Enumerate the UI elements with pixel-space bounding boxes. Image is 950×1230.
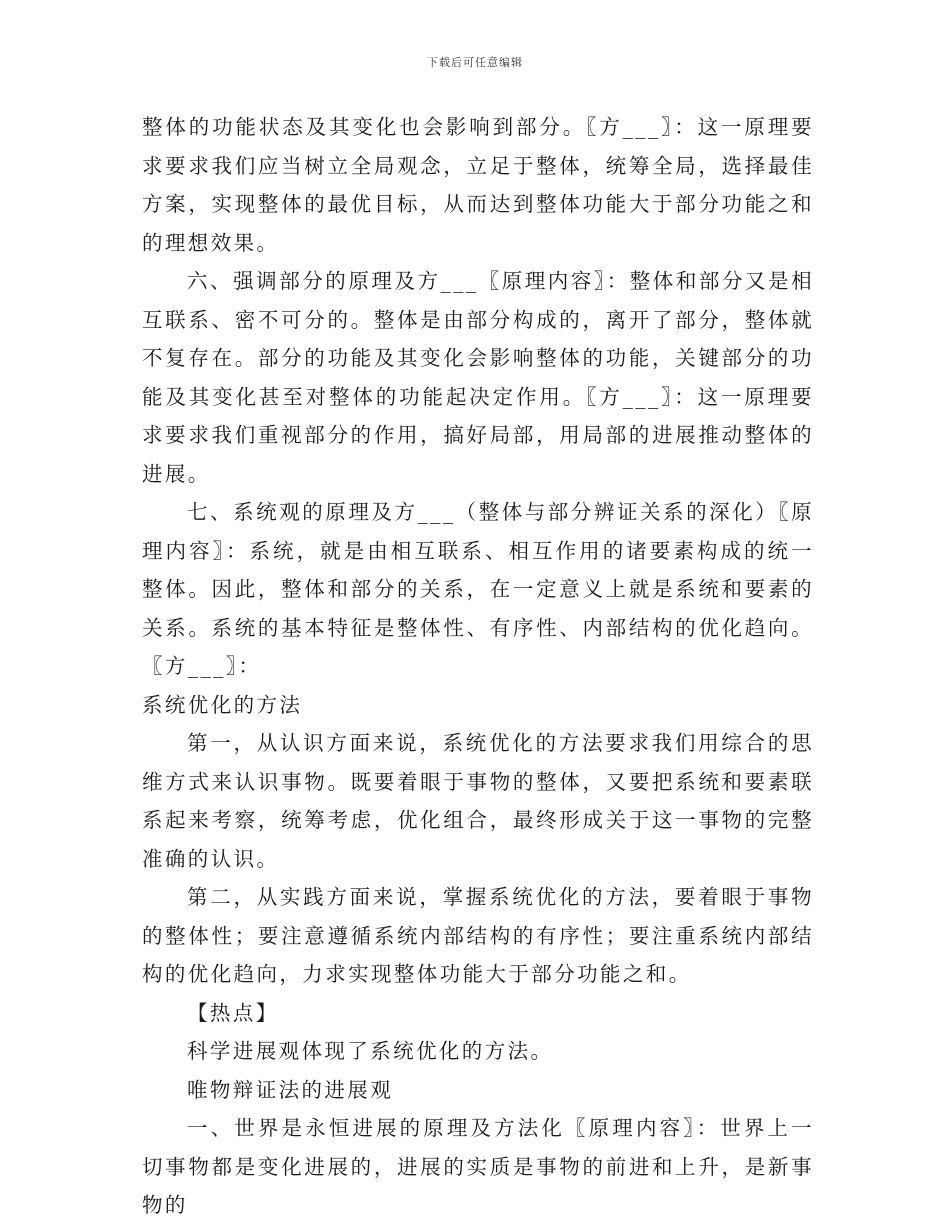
paragraph-2: 六、强调部分的原理及方___〖原理内容〗：整体和部分又是相互联系、密不可分的。整体是由部分构成的，离开了部分，整体就不复存在。部分的功能及其变化会影响整体的功能，关键部分的功能及其变化甚至对整体的功能起决定作用。〖方___〗：这一原理要求要求我们重视部分的作用，搞好局部，用局部的进展推动整体的进展。 bbox=[142, 269, 814, 486]
section-heading-hotspot: 【热点】 bbox=[187, 1000, 279, 1025]
paragraph-9: 唯物辩证法的进展观 bbox=[187, 1077, 394, 1102]
paragraph-1: 整体的功能状态及其变化也会影响到部分。〖方___〗：这一原理要求要求我们应当树立全局观念，立足于整体，统筹全局，选择最佳方案，实现整体的最优目标，从而达到整体功能大于部分功能之和的理想效果。 bbox=[142, 115, 814, 255]
paragraph-4: 系统优化的方法 bbox=[142, 692, 303, 717]
paragraph-6: 第二，从实践方面来说，掌握系统优化的方法，要着眼于事物的整体性；要注意遵循系统内部结构的有序性；要注重系统内部结构的优化趋向，力求实现整体功能大于部分功能之和。 bbox=[142, 885, 814, 986]
document-body bbox=[142, 108, 814, 1225]
paragraph-3: 七、系统观的原理及方___（整体与部分辨证关系的深化）〖原理内容〗：系统，就是由相互联系、相互作用的诸要素构成的统一整体。因此，整体和部分的关系，在一定意义上就是系统和要素的关系。系统的基本特征是整体性、有序性、内部结构的优化趋向。〖方___〗： bbox=[142, 500, 814, 678]
paragraph-5: 第一，从认识方面来说，系统优化的方法要求我们用综合的思维方式来认识事物。既要着眼于事物的整体，又要把系统和要素联系起来考察，统筹考虑，优化组合，最终形成关于这一事物的完整准确的认识。 bbox=[142, 731, 814, 871]
paragraph-10: 一、世界是永恒进展的原理及方法化〖原理内容〗：世界上一切事物都是变化进展的，进展的实质是事物的前进和上升，是新事物的 bbox=[142, 1116, 814, 1217]
paragraph-8: 科学进展观体现了系统优化的方法。 bbox=[187, 1039, 554, 1063]
page-header-note: 下载后可任意编辑 bbox=[427, 56, 523, 69]
